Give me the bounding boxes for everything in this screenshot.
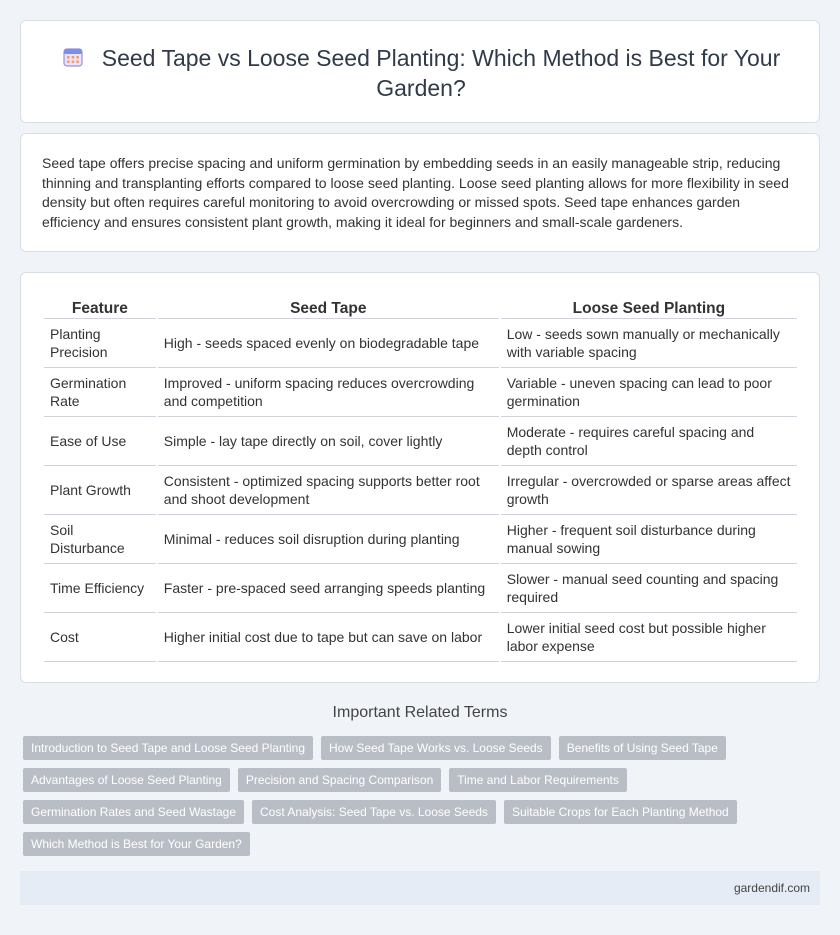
header-feature: Feature [44,295,156,319]
table-row [44,368,797,417]
feature-cell: Plant Growth [44,466,156,515]
seed-tape-cell: Higher initial cost due to tape but can save on labor [158,613,499,662]
related-tag-link[interactable]: Advantages of Loose Seed Planting [23,768,230,792]
related-tag-link[interactable]: Introduction to Seed Tape and Loose Seed Planting [23,736,313,760]
related-tag-link[interactable]: Which Method is Best for Your Garden? [23,832,250,856]
related-tag-link[interactable]: Germination Rates and Seed Wastage [23,800,244,824]
loose-seed-cell: Slower - manual seed counting and spacing required [501,564,797,613]
feature-cell: Soil Disturbance [44,515,156,564]
loose-seed-cell: Lower initial seed cost but possible higher labor expense [501,613,797,662]
seed-tape-cell: High - seeds spaced evenly on biodegradable tape [158,319,499,368]
table-row [44,466,797,515]
related-tags [23,736,803,856]
header-seed-tape: Seed Tape [158,295,499,319]
seed-tape-cell: Improved - uniform spacing reduces overcrowding and competition [158,368,499,417]
seed-tape-cell: Minimal - reduces soil disruption during planting [158,515,499,564]
related-tag-link[interactable]: Precision and Spacing Comparison [238,768,441,792]
feature-cell: Ease of Use [44,417,156,466]
comparison-table [42,295,799,662]
feature-cell: Planting Precision [44,319,156,368]
footer-site-link[interactable]: gardendif.com [733,881,810,895]
loose-seed-cell: Irregular - overcrowded or sparse areas affect growth [501,466,797,515]
intro-text: Seed tape offers precise spacing and uniform germination by embedding seeds in an easily manageable strip, reducing thinning and transplanting efforts compared to loose seed planting. Loose seed planting allows for more flexibility in seed density but often requires careful monitoring to avoid overcrowding or missed spots. Seed tape enhances garden efficiency and ensures consistent plant growth, making it ideal for beginners and small-scale gardeners. [42,155,789,230]
table-header-row [44,295,797,319]
page-title: Seed Tape vs Loose Seed Planting: Which Method is Best for Your Garden? [101,45,781,101]
table-row [44,613,797,662]
footer [20,871,820,905]
loose-seed-cell: Low - seeds sown manually or mechanically with variable spacing [501,319,797,368]
related-tag-link[interactable]: How Seed Tape Works vs. Loose Seeds [321,736,551,760]
intro-card [20,133,820,252]
related-terms-heading: Important Related Terms [332,704,508,721]
header-card [20,20,820,123]
seed-tape-cell: Consistent - optimized spacing supports better root and shoot development [158,466,499,515]
loose-seed-cell: Moderate - requires careful spacing and depth control [501,417,797,466]
table-row [44,564,797,613]
related-tag-link[interactable]: Cost Analysis: Seed Tape vs. Loose Seeds [252,800,496,824]
table-row [44,417,797,466]
comparison-card [20,272,820,683]
related-tag-link[interactable]: Benefits of Using Seed Tape [559,736,726,760]
feature-cell: Germination Rate [44,368,156,417]
feature-cell: Time Efficiency [44,564,156,613]
table-row [44,515,797,564]
loose-seed-cell: Higher - frequent soil disturbance during manual sowing [501,515,797,564]
calendar-icon [62,45,84,67]
seed-tape-cell: Simple - lay tape directly on soil, cover lightly [158,417,499,466]
feature-cell: Cost [44,613,156,662]
page-title-row [21,43,821,103]
related-tag-link[interactable]: Time and Labor Requirements [449,768,627,792]
seed-tape-cell: Faster - pre-spaced seed arranging speeds planting [158,564,499,613]
related-tag-link[interactable]: Suitable Crops for Each Planting Method [504,800,737,824]
header-loose-seed: Loose Seed Planting [501,295,797,319]
loose-seed-cell: Variable - uneven spacing can lead to poor germination [501,368,797,417]
table-row [44,319,797,368]
